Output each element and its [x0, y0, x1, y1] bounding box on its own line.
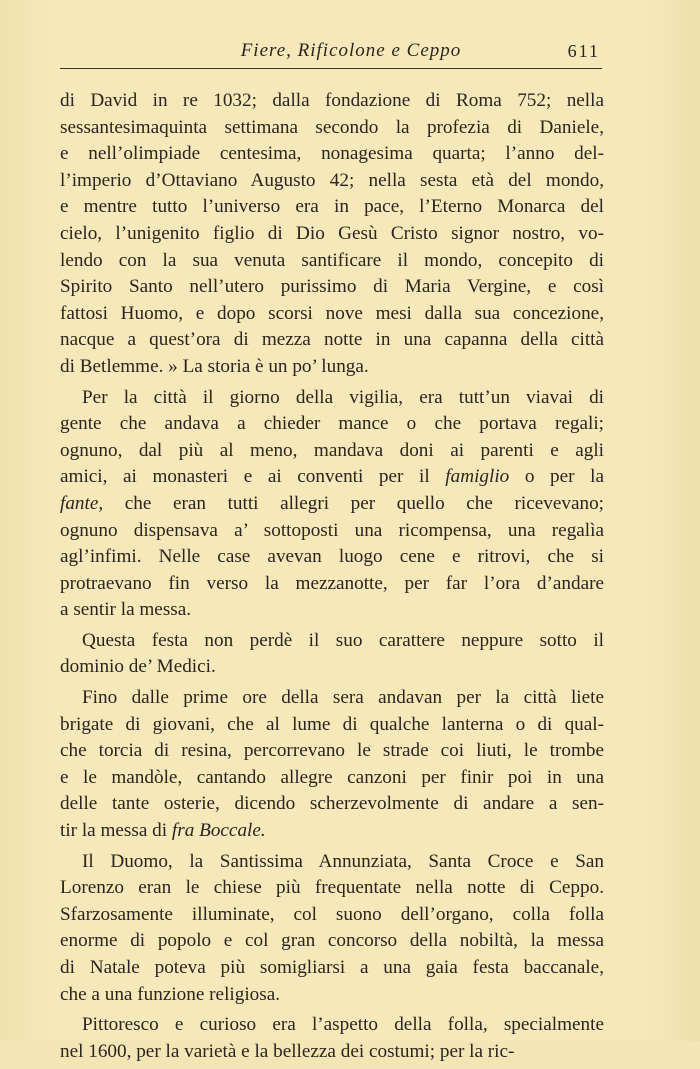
italic-term: famiglio — [445, 466, 510, 488]
text-line: l’imperio d’Ottaviano Augusto 42; nella sesta età del mondo, — [60, 169, 604, 191]
text-line: Lorenzo eran le chiese più frequentate nella notte di Ceppo. — [60, 877, 604, 899]
italic-term: fante, — [60, 492, 104, 514]
text-line: Pittoresco e curioso era l’aspetto della folla, specialmente — [82, 1014, 604, 1036]
text-line: agl’infimi. Nelle case avevan luogo cene e ritrovi, che si — [60, 546, 604, 568]
text-line: che torcia di resina, percorrevano le strade coi liuti, le trombe — [60, 740, 604, 762]
text-line: e le mandòle, cantando allegre canzoni per finir poi in una — [60, 766, 604, 788]
text-line: ognuno dispensava a’ sottoposti una ricompensa, una regalìa — [60, 519, 604, 541]
text-line: di David in re 1032; dalla fondazione di Roma 752; nella — [60, 90, 604, 111]
text-line: tir la messa di fra Boccale. — [60, 820, 266, 842]
paragraph — [60, 385, 604, 624]
text-line: di Betlemme. » La storia è un po’ lunga. — [60, 355, 369, 377]
text-line: amici, ai monasteri e ai conventi per il famiglio o per la — [60, 466, 604, 488]
text-line: protraevano fin verso la mezzanotte, per far l’ora d’andare — [60, 572, 604, 594]
text-line: brigate di giovani, che al lume di qualche lanterna o di qual- — [60, 713, 604, 735]
text-line: cielo, l’unigenito figlio di Dio Gesù Cristo signor nostro, vo- — [60, 222, 604, 244]
paragraph — [60, 88, 604, 381]
text-line: e mentre tutto l’universo era in pace, l’Eterno Monarca del — [60, 196, 604, 218]
text-line: fattosi Huomo, e dopo scorsi nove mesi dalla sua concezione, — [60, 302, 604, 324]
page-number: 611 — [567, 41, 600, 61]
text-line: dominio de’ Medici. — [60, 656, 216, 678]
paragraph — [60, 1012, 604, 1065]
body-text — [60, 88, 604, 1069]
paragraph — [60, 685, 604, 845]
text-line: Sfarzosamente illuminate, col suono dell’organo, colla folla — [60, 903, 604, 925]
running-title: Fiere, Rificolone e Ceppo — [240, 40, 462, 61]
text-line: a sentir la messa. — [60, 599, 192, 621]
paragraph — [60, 628, 604, 681]
text-line: Il Duomo, la Santissima Annunziata, Santa Croce e San — [82, 850, 604, 872]
text-line: Spirito Santo nell’utero purissimo di Maria Vergine, e così — [60, 276, 604, 298]
text-line: nel 1600, per la varietà e la bellezza dei costumi; per la ric- — [60, 1040, 515, 1062]
text-line: e nell’olimpiade centesima, nonagesima quarta; l’anno del- — [60, 143, 604, 165]
text-line: delle tante osterie, dicendo scherzevolmente di andare a sen- — [60, 793, 604, 815]
paragraph — [60, 849, 604, 1009]
text-line: sessantesimaquinta settimana secondo la profezia di Daniele, — [60, 116, 604, 138]
text-line: Per la città il giorno della vigilia, era tutt’un viavai di — [82, 386, 604, 408]
italic-term: fra Boccale. — [171, 820, 266, 842]
page-header — [60, 34, 602, 69]
text-line: Questa festa non perdè il suo carattere neppure sotto il — [82, 629, 604, 651]
text-line: Fino dalle prime ore della sera andavan per la città liete — [82, 687, 604, 709]
text-line: gente che andava a chieder mance o che portava regali; — [60, 413, 604, 435]
text-line: che a una funzione religiosa. — [60, 983, 281, 1005]
text-line: nacque a quest’ora di mezza notte in una capanna della città — [60, 329, 604, 351]
text-line: enorme di popolo e col gran concorso della nobiltà, la messa — [60, 930, 604, 952]
text-line: ognuno, dal più al meno, mandava doni ai parenti e agli — [60, 439, 604, 461]
text-line: lendo con la sua venuta santificare il mondo, concepito di — [60, 249, 604, 271]
text-line: di Natale poteva più somigliarsi a una gaia festa baccanale, — [60, 957, 604, 978]
text-line: fante, che eran tutti allegri per quello che ricevevano; — [60, 492, 604, 514]
